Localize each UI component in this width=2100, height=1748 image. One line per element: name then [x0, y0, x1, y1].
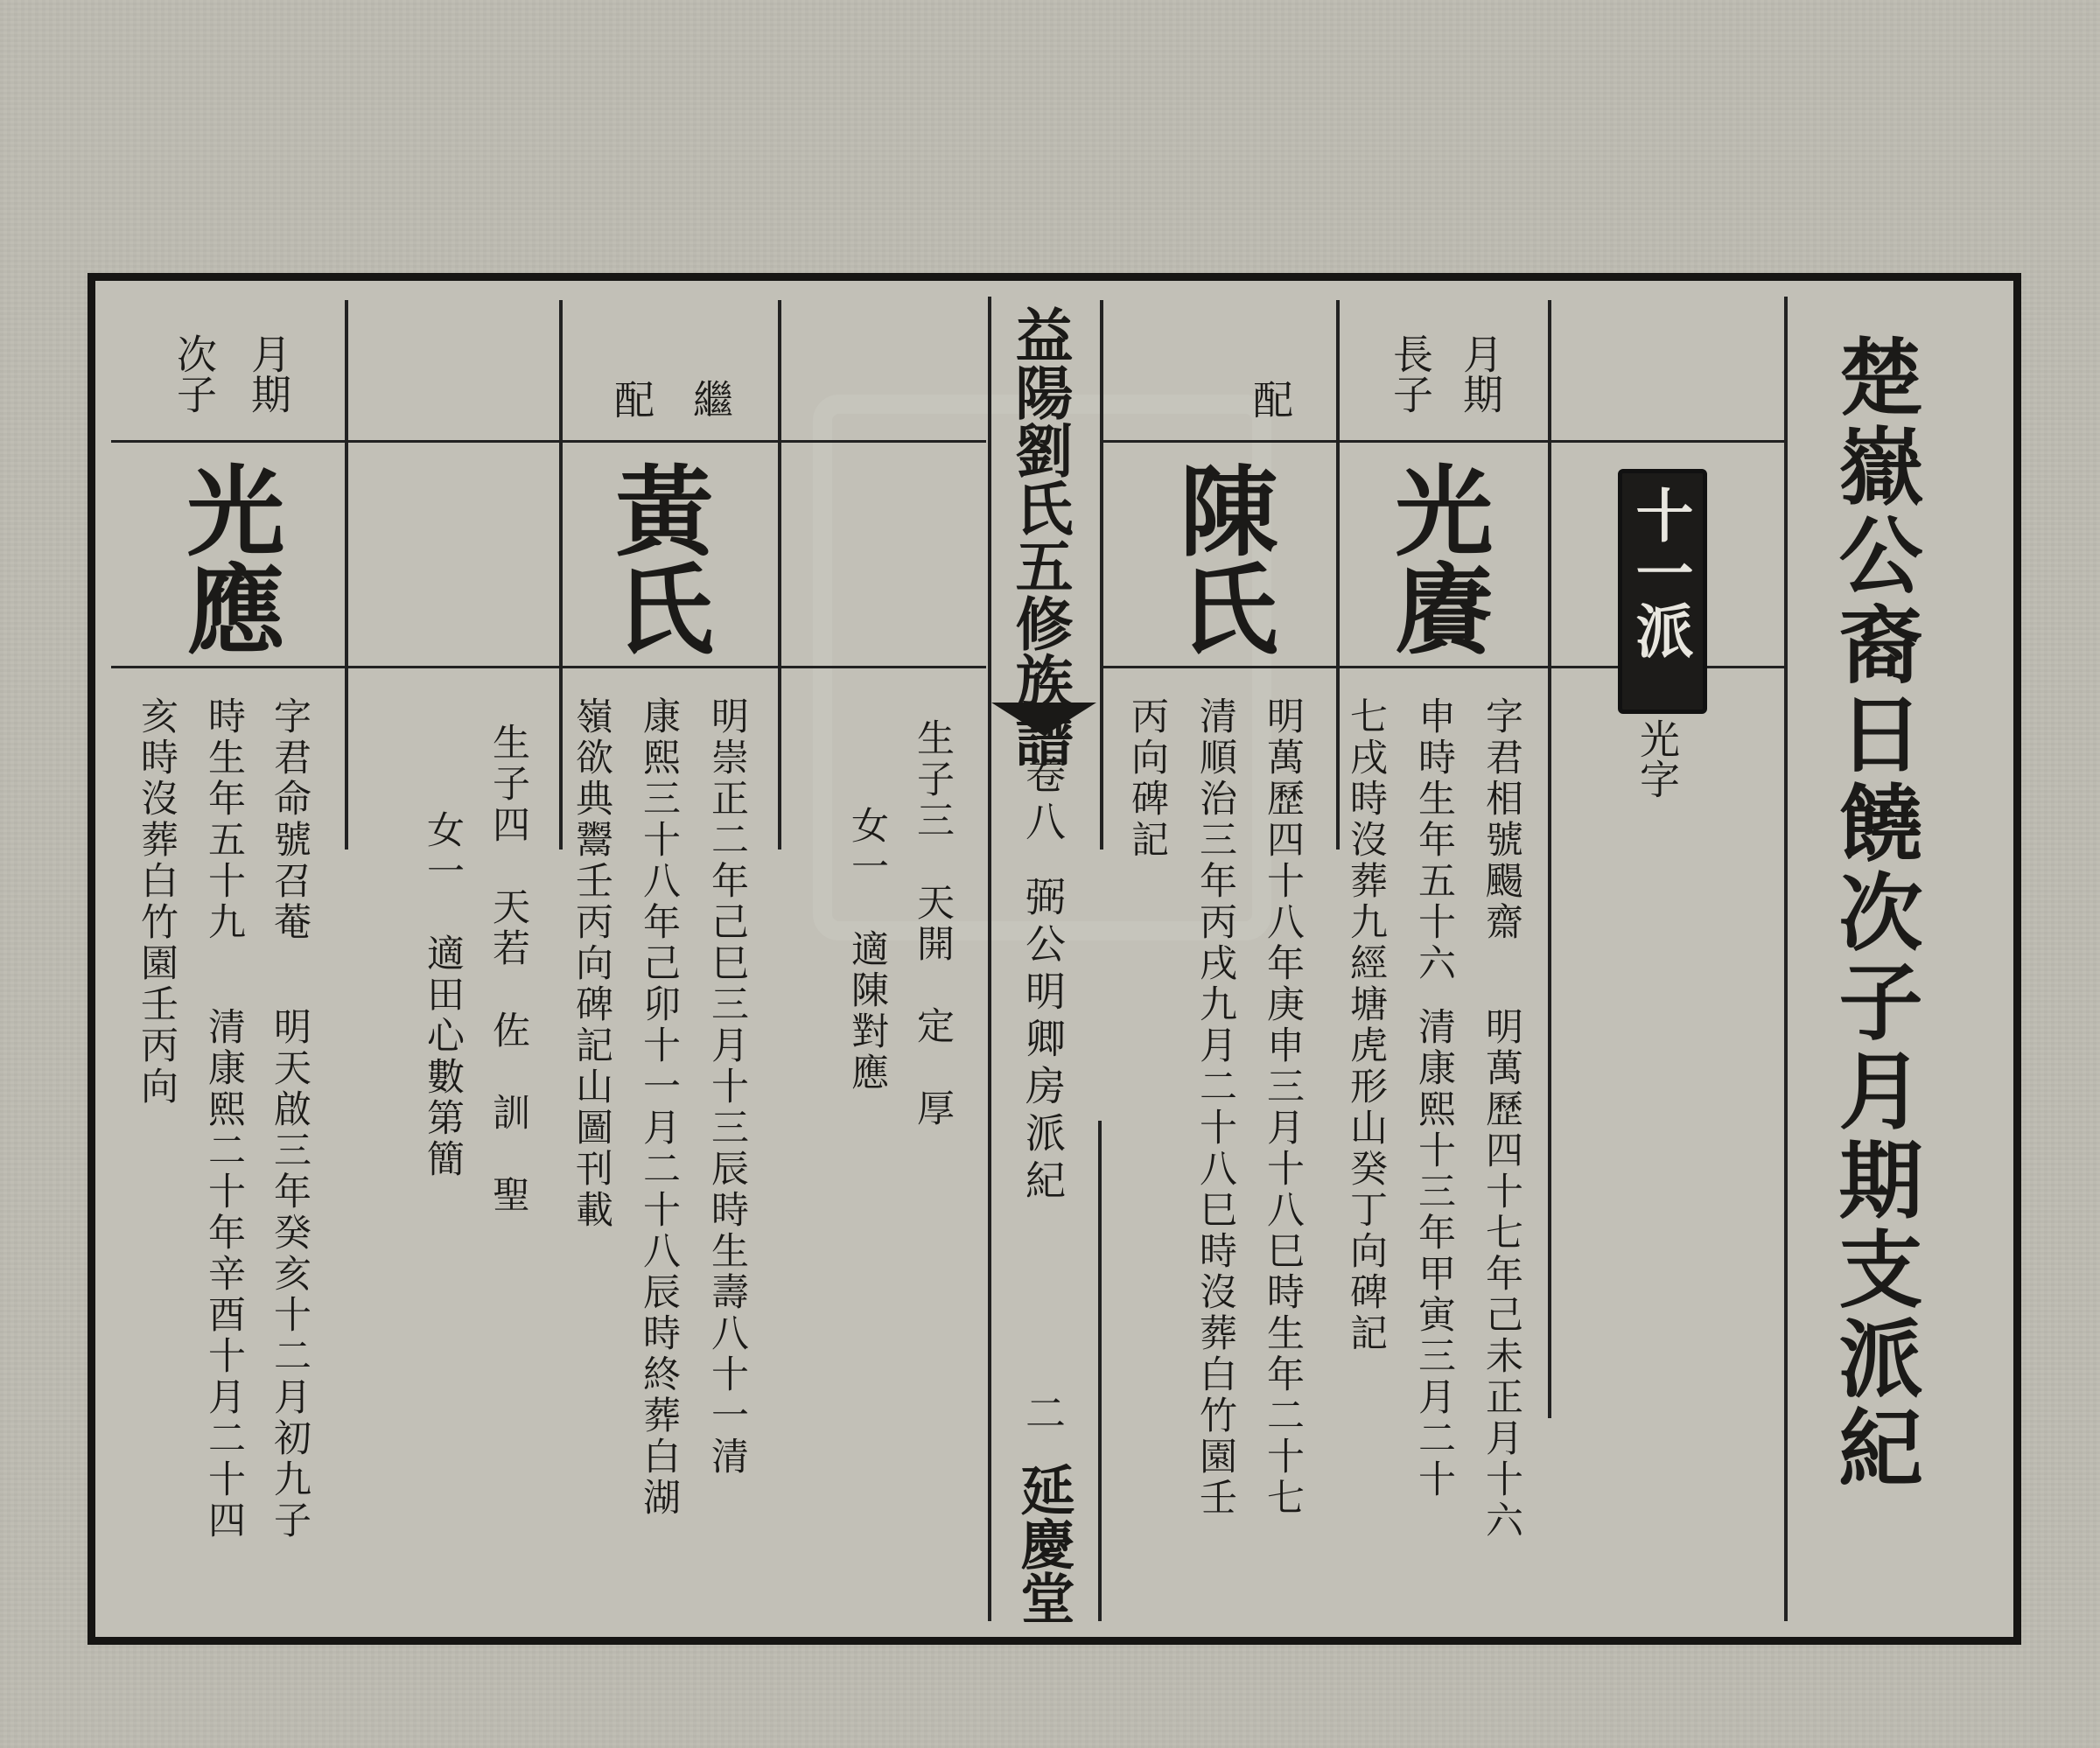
- branch-name: 弼公明卿房派紀: [1019, 876, 1067, 1206]
- p1-bio-2: 申時生年五十六: [1412, 696, 1456, 984]
- s2-bio-1: 明崇正二年己巳三月十三辰時生壽八十一清: [705, 696, 749, 1478]
- p1-name: 光賡: [1379, 460, 1494, 656]
- s2-children: 生子四 天若 佐 訓 聖: [486, 723, 530, 1216]
- fish-tail-mark: [991, 703, 1096, 736]
- divider: [559, 300, 563, 850]
- p2-bio-date1: 明天啟三年癸亥十二月初九子: [268, 1007, 312, 1542]
- main-title: 楚嶽公裔日饒次子月期支派紀: [1825, 333, 1924, 1493]
- p1-bio-3: 七戌時沒葬九經塘虎形山癸丁向碑記: [1344, 696, 1388, 1354]
- page-number: 二: [1019, 1392, 1067, 1439]
- divider: [1548, 300, 1551, 1418]
- s1-daughters: 女一 適陳對應: [845, 806, 889, 1094]
- book-title: 益陽劉氏五修族譜: [1005, 305, 1074, 767]
- s1-children: 生子三 天開 定 厚: [911, 718, 955, 1129]
- generation-badge-text: 十一派: [1626, 486, 1694, 659]
- divider: [1336, 300, 1340, 850]
- s2-bio-3: 嶺欲典鬻壬丙向碑記山圖刊載: [570, 696, 613, 1231]
- generation-badge: [1618, 469, 1707, 714]
- p1-bio-date1: 明萬歷四十七年己未正月十六: [1480, 1007, 1523, 1542]
- rule: [1102, 440, 1784, 443]
- p2-bio-1: 字君命號召菴: [268, 696, 312, 943]
- p2-bio-3: 亥時沒葬白竹園壬丙向: [135, 696, 178, 1108]
- p2-son-label: 次子: [171, 333, 218, 414]
- divider: [778, 300, 781, 850]
- hall-name: 延慶堂: [1012, 1462, 1075, 1625]
- s2-label2: 繼: [687, 379, 734, 419]
- p2-bio-date2: 清康熙二十年辛酉十月二十四: [202, 1007, 246, 1542]
- p1-son-label: 長子: [1387, 333, 1434, 414]
- p2-name: 光應: [171, 460, 285, 656]
- genealogy-page: [88, 273, 2021, 1645]
- p1-bio-1: 字君相號颺齋: [1480, 696, 1523, 943]
- s1-bio-2: 清順治三年丙戌九月二十八巳時沒葬白竹園壬: [1194, 696, 1237, 1519]
- divider: [1784, 297, 1788, 1621]
- s2-bio-2: 康熙三十八年己卯十一月二十八辰時終葬白湖: [637, 696, 681, 1519]
- s2-name: 黃氏: [599, 460, 714, 656]
- divider: [345, 300, 348, 850]
- s1-name: 陳氏: [1164, 460, 1278, 656]
- divider: [1098, 1121, 1102, 1621]
- s2-daughters: 女一 適田心數第簡: [421, 810, 465, 1180]
- s1-label: 配: [1247, 379, 1294, 419]
- volume: 卷八: [1019, 753, 1067, 848]
- s1-bio-3: 丙向碑記: [1125, 696, 1169, 861]
- rule: [111, 440, 986, 443]
- generation-char: 光字: [1634, 718, 1681, 799]
- p1-parent-label: 月期: [1457, 333, 1504, 414]
- s2-label: 配: [608, 379, 655, 419]
- p1-bio-date2: 清康熙十三年甲寅三月二十: [1412, 1007, 1456, 1500]
- p2-parent-label: 月期: [245, 333, 292, 414]
- rule: [111, 666, 986, 668]
- divider: [1100, 300, 1103, 850]
- p2-bio-2: 時生年五十九: [202, 696, 246, 943]
- s1-bio-1: 明萬歷四十八年庚申三月十八巳時生年二十七: [1261, 696, 1305, 1519]
